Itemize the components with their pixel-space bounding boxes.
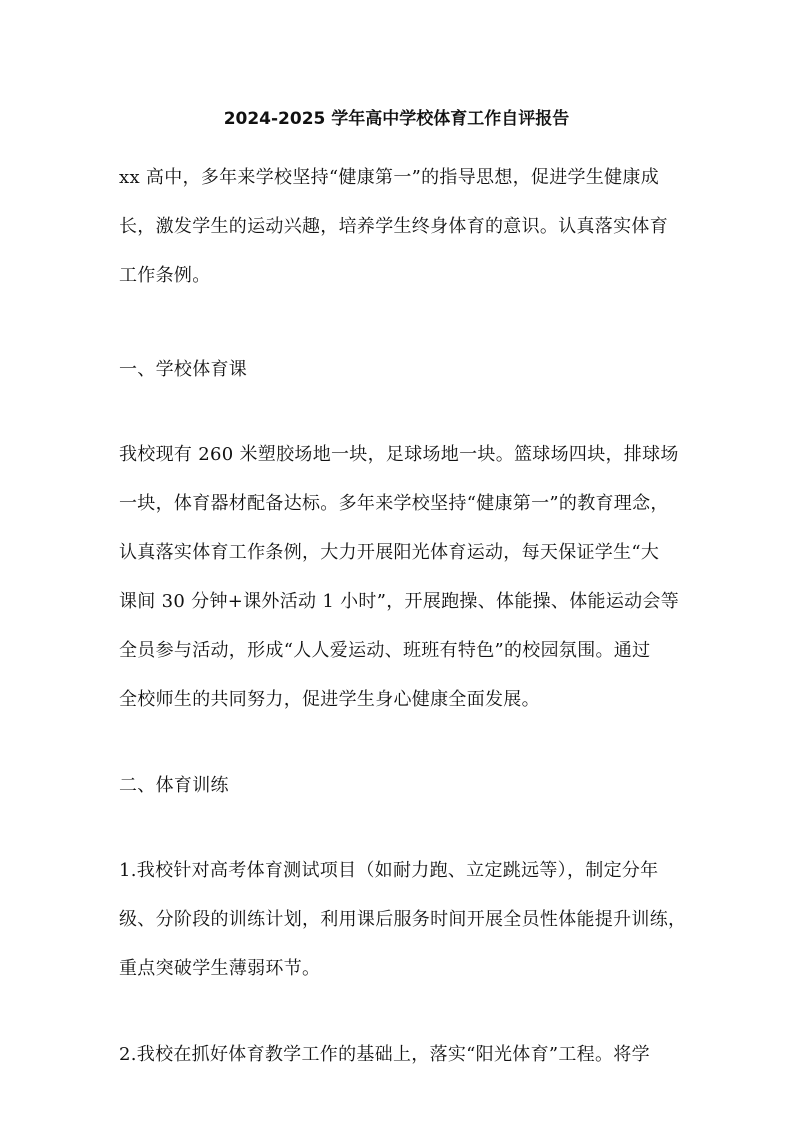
paragraph-line: 工作条例。 (119, 265, 211, 286)
paragraph-line: 2.我校在抓好体育教学工作的基础上，落实“阳光体育”工程。将学 (119, 1044, 650, 1065)
paragraph-line: xx 高中，多年来学校坚持“健康第一”的指导思想，促进学生健康成 (119, 167, 660, 188)
document-title: 2024-2025 学年高中学校体育工作自评报告 (223, 109, 570, 129)
paragraph-line: 我校现有 260 米塑胶场地一块，足球场地一块。篮球场四块，排球场 (119, 444, 679, 465)
paragraph-line: 全员参与活动，形成“人人爱运动、班班有特色”的校园氛围。通过 (119, 640, 651, 661)
paragraph-line: 认真落实体育工作条例，大力开展阳光体育运动，每天保证学生“大 (119, 542, 660, 563)
paragraph-line: 1.我校针对高考体育测试项目（如耐力跑、立定跳远等），制定分年 (119, 860, 659, 881)
section-heading: 二、体育训练 (119, 775, 229, 796)
paragraph-line: 长，激发学生的运动兴趣，培养学生终身体育的意识。认真落实体育 (119, 216, 668, 237)
section-heading: 一、学校体育课 (119, 359, 248, 380)
paragraph-line: 一块，体育器材配备达标。多年来学校坚持“健康第一”的教育理念， (119, 493, 669, 514)
paragraph-line: 级、分阶段的训练计划，利用课后服务时间开展全员性体能提升训练， (119, 909, 687, 930)
paragraph-line: 课间 30 分钟+课外活动 1 小时”，开展跑操、体能操、体能运动会等 (119, 591, 680, 612)
paragraph-line: 重点突破学生薄弱环节。 (119, 958, 321, 979)
paragraph-line: 全校师生的共同努力，促进学生身心健康全面发展。 (119, 689, 540, 710)
